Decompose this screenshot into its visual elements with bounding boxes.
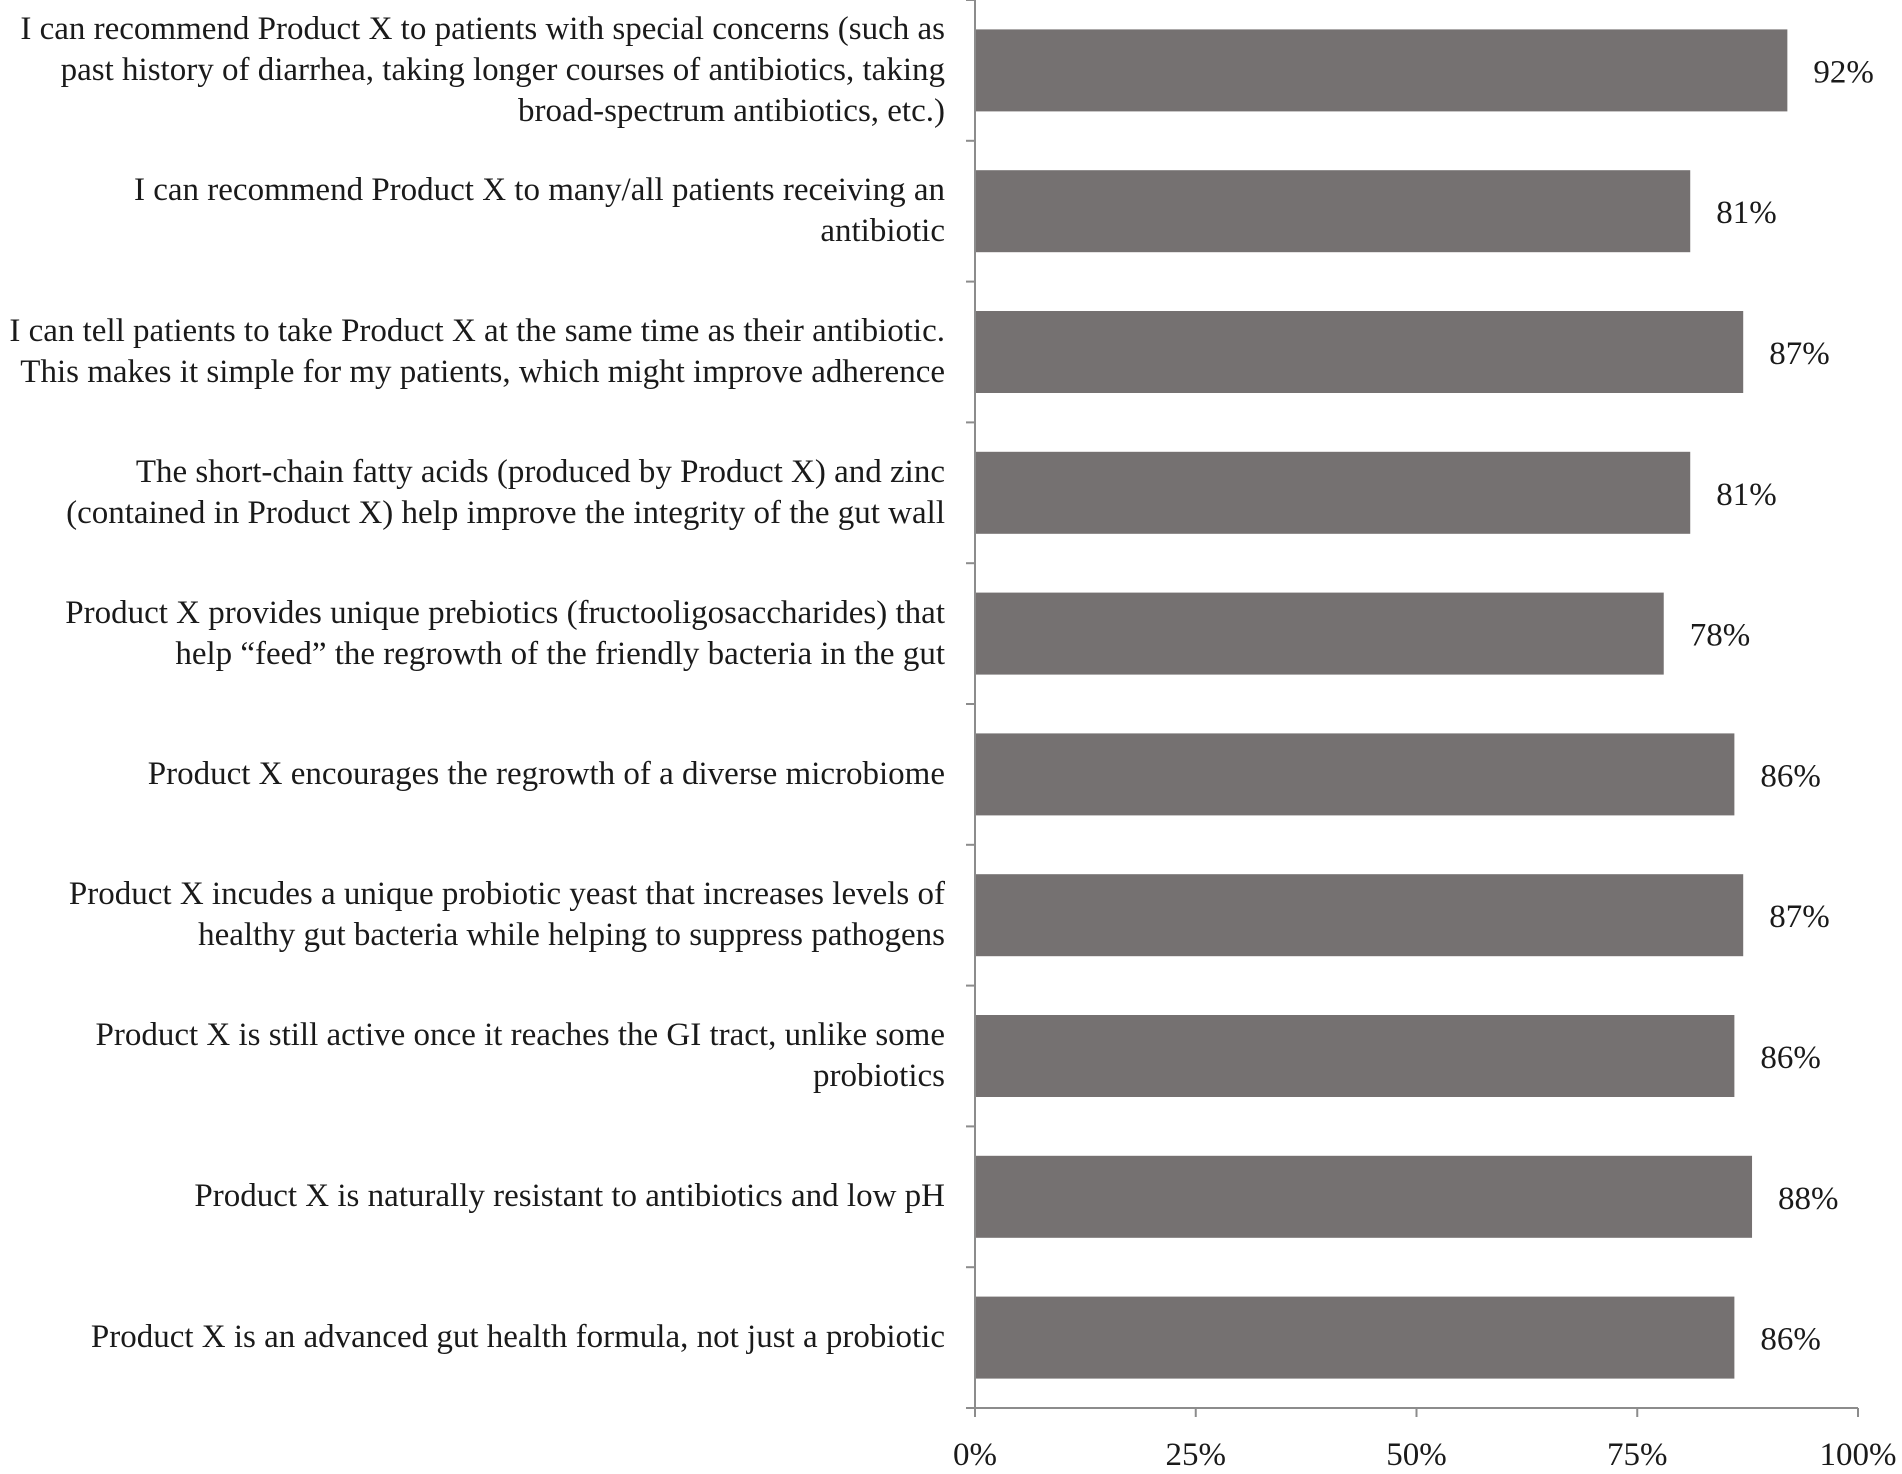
category-label: Product X incudes a unique probiotic yeast that increases levels of healthy gut bacteria while helping to suppress pathogens — [68, 876, 945, 954]
bar — [975, 311, 1743, 393]
value-label: 86% — [1760, 758, 1821, 795]
bar — [975, 170, 1690, 252]
value-label: 86% — [1760, 1040, 1821, 1076]
x-tick-label: 100% — [1819, 1437, 1897, 1469]
x-tick-label: 50% — [1386, 1437, 1447, 1469]
x-tick-label: 0% — [953, 1437, 997, 1469]
bar — [975, 29, 1787, 111]
x-tick-label: 75% — [1607, 1437, 1668, 1469]
bar — [975, 1015, 1734, 1097]
category-label: Product X encourages the regrowth of a diverse microbiome — [147, 755, 945, 792]
bar — [975, 1297, 1734, 1379]
category-label: Product X provides unique prebiotics (fructooligosaccharides) that help “feed” the regrowth of the friendly bacteria in the gut — [65, 594, 945, 672]
value-label: 87% — [1769, 899, 1830, 936]
value-label: 86% — [1760, 1321, 1821, 1358]
category-label: I can recommend Product X to many/all patients receiving an antibiotic — [134, 172, 945, 250]
category-label: Product X is still active once it reaches the GI tract, unlike some probiotics — [95, 1017, 945, 1094]
x-tick-label: 25% — [1165, 1437, 1226, 1469]
bar — [975, 452, 1690, 534]
category-label: I can tell patients to take Product X at the same time as their antibiotic. This makes it simple for my patients, which might improve adherence — [9, 313, 945, 390]
category-label: I can recommend Product X to patients with special concerns (such as past history of diarrhea, taking longer courses of antibiotics, taking broad-spectrum antibiotics, etc.) — [20, 10, 945, 129]
value-label: 92% — [1813, 54, 1874, 91]
bar — [975, 593, 1664, 675]
bar — [975, 1156, 1752, 1238]
category-label: The short-chain fatty acids (produced by Product X) and zinc (contained in Product X) help improve the integrity of the gut wall — [66, 453, 945, 531]
bar — [975, 874, 1743, 956]
value-label: 81% — [1716, 476, 1777, 513]
value-label: 78% — [1689, 617, 1751, 654]
bar — [975, 733, 1734, 815]
value-label: 81% — [1716, 195, 1777, 232]
value-label: 88% — [1778, 1180, 1839, 1217]
category-label: Product X is an advanced gut health formula, not just a probiotic — [90, 1319, 945, 1356]
value-label: 87% — [1769, 336, 1830, 372]
category-label: Product X is naturally resistant to antibiotics and low pH — [194, 1178, 945, 1215]
